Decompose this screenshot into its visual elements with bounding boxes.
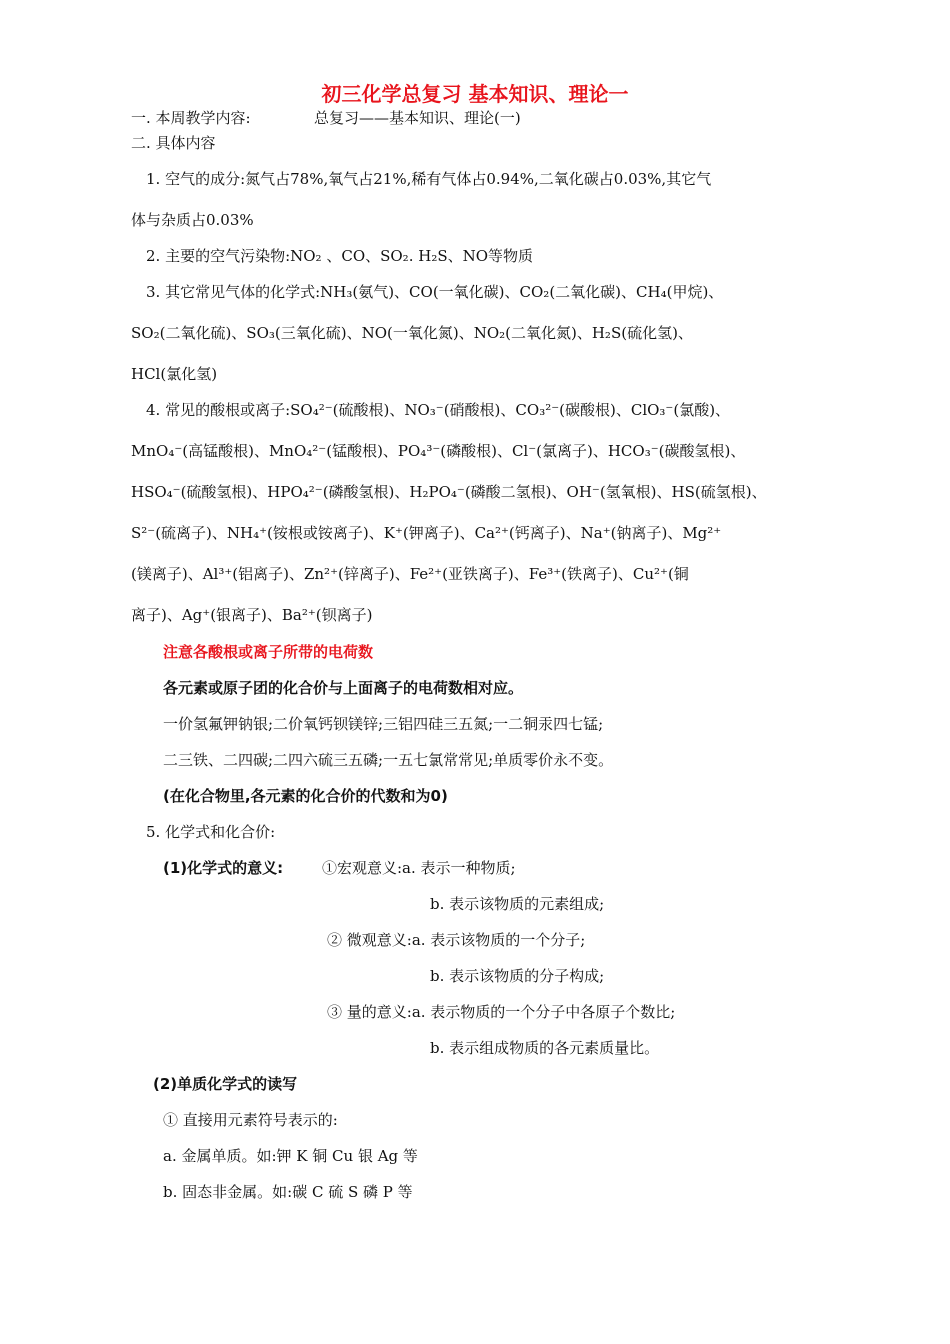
section1-label: 一. 本周教学内容: [131,109,251,127]
formula-meaning-line3: ② 微观意义:a. 表示该物质的一个分子; [327,931,586,949]
elemental-formula-line2: a. 金属单质。如:钾 K 铜 Cu 银 Ag 等 [163,1147,418,1165]
note-charge: 注意各酸根或离子所带的电荷数 [163,643,374,661]
valence-rule: (在化合物里,各元素的化合价的代数和为0) [163,787,448,805]
item5-heading: 5. 化学式和化合价: [146,823,276,841]
elemental-formula-label: (2)单质化学式的读写 [153,1075,298,1093]
item1-line2: 体与杂质占0.03% [131,211,254,229]
formula-meaning-label: (1)化学式的意义: [163,859,284,877]
elemental-formula-line3: b. 固态非金属。如:碳 C 硫 S 磷 P 等 [163,1183,413,1201]
section2-label: 二. 具体内容 [131,134,216,152]
formula-meaning-line2: b. 表示该物质的元素组成; [430,895,605,913]
item4-line1: 4. 常见的酸根或离子:SO₄²⁻(硫酸根)、NO₃⁻(硝酸根)、CO₃²⁻(碳酸根)、ClO₃⁻(氯酸)、 [146,401,731,419]
elemental-formula-line1: ① 直接用元素符号表示的: [163,1111,338,1129]
formula-meaning-line6: b. 表示组成物质的各元素质量比。 [430,1039,660,1057]
formula-meaning-line1: ①宏观意义:a. 表示一种物质; [322,859,516,877]
rhyme-line1: 一价氢氟钾钠银;二价氧钙钡镁锌;三铝四硅三五氮;一二铜汞四七锰; [163,715,604,733]
item3-line2: SO₂(二氧化硫)、SO₃(三氧化硫)、NO(一氧化氮)、NO₂(二氧化氮)、H₂S(硫化氢)、 [131,324,693,342]
rhyme-line2: 二三铁、二四碳;二四六硫三五磷;一五七氯常常见;单质零价永不变。 [163,751,614,769]
note-valence: 各元素或原子团的化合价与上面离子的电荷数相对应。 [163,679,524,697]
section1-value: 总复习——基本知识、理论(一) [314,109,521,127]
formula-meaning-line5: ③ 量的意义:a. 表示物质的一个分子中各原子个数比; [327,1003,676,1021]
item2-line1: 2. 主要的空气污染物:NO₂ 、CO、SO₂. H₂S、NO等物质 [146,247,534,265]
item4-line2: MnO₄⁻(高锰酸根)、MnO₄²⁻(锰酸根)、PO₄³⁻(磷酸根)、Cl⁻(氯离子)、HCO₃⁻(碳酸氢根)、 [131,442,746,460]
item3-line3: HCl(氯化氢) [131,365,218,383]
item3-line1: 3. 其它常见气体的化学式:NH₃(氨气)、CO(一氧化碳)、CO₂(二氧化碳)、CH₄(甲烷)、 [146,283,724,301]
document-title: 初三化学总复习 基本知识、理论一 [321,82,629,106]
item1-line1: 1. 空气的成分:氮气占78%,氧气占21%,稀有气体占0.94%,二氧化碳占0.03%,其它气 [146,170,712,188]
item4-line5: (镁离子)、Al³⁺(铝离子)、Zn²⁺(锌离子)、Fe²⁺(亚铁离子)、Fe³⁺(铁离子)、Cu²⁺(铜 [131,565,689,583]
item4-line4: S²⁻(硫离子)、NH₄⁺(铵根或铵离子)、K⁺(钾离子)、Ca²⁺(钙离子)、Na⁺(钠离子)、Mg²⁺ [131,524,722,542]
item4-line6: 离子)、Ag⁺(银离子)、Ba²⁺(钡离子) [131,606,373,624]
formula-meaning-line4: b. 表示该物质的分子构成; [430,967,605,985]
item4-line3: HSO₄⁻(硫酸氢根)、HPO₄²⁻(磷酸氢根)、H₂PO₄⁻(磷酸二氢根)、OH⁻(氢氧根)、HS(硫氢根)、 [131,483,767,501]
